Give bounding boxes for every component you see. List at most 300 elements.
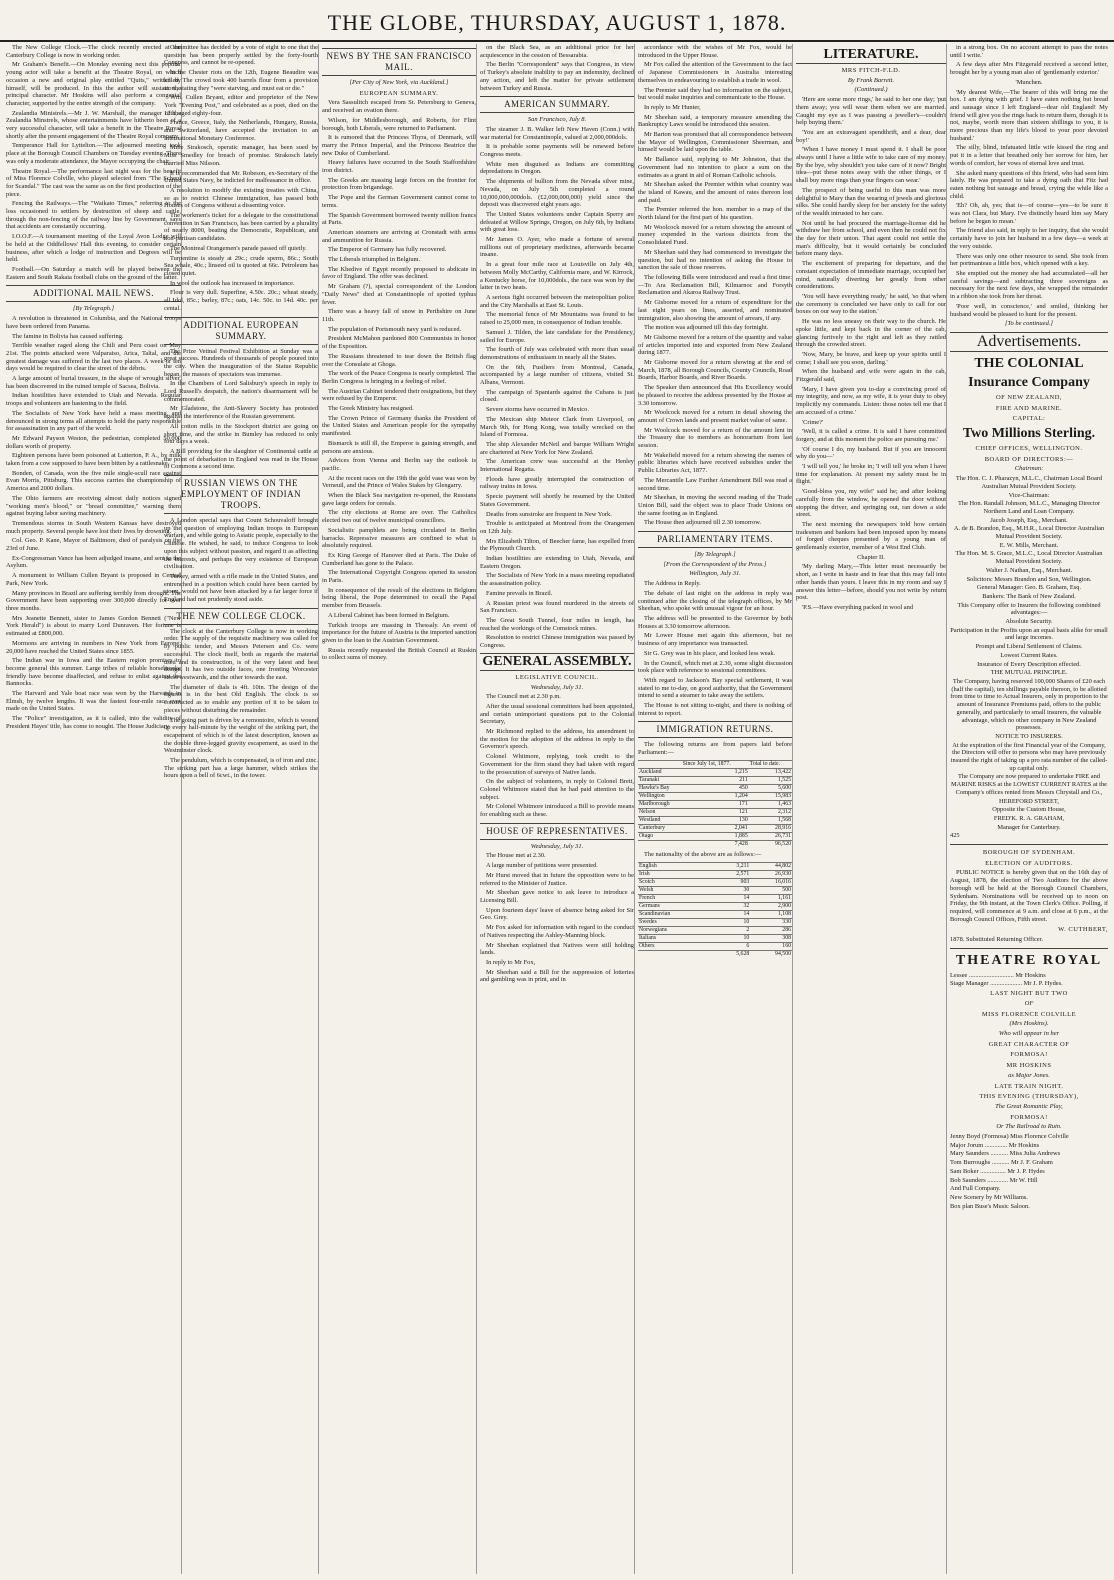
table-cell: 94,500 [750, 950, 792, 958]
text-line: Bankers: The Bank of New Zealand. [982, 592, 1076, 600]
paragraph: The Council met at 2.30 p.m. [486, 693, 561, 701]
paragraph: 'You are an extravagant spendthrift, and a dear, dear boy!' [796, 128, 946, 144]
paragraph: The pendulum, which is compensated, is of iron and zinc. The striking part has a large hammer, which strikes the hours upon a bell of 6cwt., in the tower. [164, 757, 318, 780]
table-cell [638, 950, 715, 958]
notice-date: 1878. Substituted Returning Officer. [950, 936, 1044, 944]
paragraph: Mr Woolcock moved for a return in detail showing the amount of Crown lands and present market value of same. [638, 409, 792, 424]
dateline: San Francisco, July 8. [527, 116, 587, 124]
table-cell: Italians [638, 934, 715, 942]
table-cell: Norwegians [638, 926, 715, 934]
text-line: Solicitors: Messrs Brandon and Son, Wellington. [966, 575, 1092, 583]
paragraph: The nationality of the above are as follows:— [644, 850, 762, 858]
theatre-line: FORMOSA! [1010, 1113, 1048, 1121]
theatre-line: THIS EVENING (THURSDAY), [979, 1093, 1079, 1101]
table-cell: 2,900 [750, 902, 792, 910]
paragraph: The address will be presented to the Governor by both Houses at 3.30 tomorrow afternoon. [638, 615, 792, 630]
paragraph: Mormons are arriving in numbers in New York from Europe; 20,000 have reached the United States since 1855. [6, 639, 181, 655]
table-header-row [638, 760, 792, 768]
paragraph: Football.—On Saturday a match will be played between the Eastern and South Rakaia football clubs on the ground of the latter. [6, 265, 181, 281]
table-cell: 2,312 [749, 808, 792, 816]
paragraph: Mr Sheehan said they had commenced to investigate the question, but had no intention of asking the House to sanction the sale of those reserves. [638, 248, 792, 272]
text-line: Lowest Current Rates. [1000, 651, 1058, 659]
ad-number: 425 [950, 832, 960, 840]
table-row [638, 862, 792, 870]
paragraph: The Premier referred the hon. member to a map of the North Island for the first part of his question. [638, 206, 792, 222]
table-cell: 903 [715, 878, 750, 886]
paragraph: The Austrian Cabinet tendered their resignations, but they were refused by the Emperor. [322, 387, 477, 403]
paragraph: Russia recently requested the British Council at Ruskin to collect sums of money. [322, 646, 476, 662]
table-cell: 30 [715, 886, 750, 894]
paragraph: 'My darling Mary,—This letter must necessarily be short, as I write in haste and in fear that this may fall into other hands than yours. I leave this in my room and say I answer this letter—before, should you not write by return post. [796, 563, 946, 602]
ad-line: THE COLONIAL [974, 355, 1084, 371]
paragraph: Mr Edward Payson Weston, the pedestrian, completed 50,000 dollars worth of property. [6, 434, 181, 450]
table-cell: 26,930 [750, 870, 792, 878]
table-row [638, 942, 792, 950]
table-cell: Westland [638, 816, 682, 824]
paragraph: Mr Lower House met again this afternoon, but no business of any importance was transacted. [638, 632, 792, 648]
paragraph: The city elections at Rome are over. The Catholics elected two out of twelve municipal councillors. [322, 509, 476, 525]
paragraph: Floods have greatly interrupted the construction of railway trains in Iowa. [480, 475, 634, 491]
masthead [0, 6, 1114, 42]
paragraph: The Spanish Government borrowed twenty million francs at Paris. [322, 211, 476, 227]
ad-line: Two Millions Sterling. [962, 426, 1096, 442]
paragraph: The Montreal Orangemen's parade passed off quietly. [170, 244, 307, 252]
paragraph: 'P.S.—Have everything packed in wool and [802, 604, 914, 611]
paragraph: Mr James O. Ayer, who made a fortune of several millions out of proprietary medicines, afterwards became insane. [480, 236, 634, 259]
col1-paragraphs-2 [6, 315, 181, 730]
paragraph: Turkish troops are massing in Thessaly. An event of importance for the future of Austria is the imported sanction given to the loan to the Austrian Government. [322, 621, 476, 644]
ad-line: BOARD OF DIRECTORS:— [984, 455, 1074, 463]
paragraph: On the subject of volunteers, in reply to Colonel Brett, Colonel Whitmore stated that he had paid attention to the subject. [480, 778, 634, 801]
column-6 [796, 44, 947, 1574]
table-row [638, 792, 792, 800]
paragraph: Upon fourteen days' leave of absence being asked for Sir Geo. Grey. [480, 906, 634, 922]
sub-heading: LEGISLATIVE COUNCIL. [515, 673, 599, 681]
paragraph: President McMahon pardoned 800 Communists in honor of the Exposition. [322, 335, 476, 351]
text-line: Bob Saunders ............. Mr W. Hill [950, 1176, 1038, 1184]
paragraph: 'Mary, I have given you to-day a convincing proof of my integrity, and now, as my wife, it is your duty to obey implicitly my commands. Listen: those notes tell me that I am accused of a crime.' [796, 385, 946, 416]
columns [6, 44, 1108, 1574]
table-cell: 450 [682, 784, 749, 792]
paragraph: Colonel Whitmore, replying, took credit to the Government for the firm stand they had taken with regard to the prosecution of surveys of Native lands. [480, 753, 634, 776]
text-line: Opposite the Custom House, [992, 806, 1066, 814]
paragraph: The excitement of preparing for departure, and the constant expectation of immediate marriage, occupied her mind, naturally diverting her greatly from other considerations. [796, 260, 946, 291]
table-row [638, 886, 792, 894]
ad-line: FIRE AND MARINE. [995, 404, 1063, 412]
paragraph: The following Bills were introduced and read a first time:—To Ara Reclamation Bill, Kilmarnoc and Forsyth Reclamation and Akaroa Railway Trust. [638, 273, 792, 297]
column-1 [6, 44, 182, 1574]
paragraph: The Premier said they had no information on the subject, but would make inquiries and communicate to the House. [638, 86, 792, 102]
cast-list [950, 1133, 1108, 1210]
paragraph: Tremendous storms in South Western Kansas have destroyed much property. Several people have lost their lives by drowning. [6, 519, 181, 535]
paragraph: Committee has decided by a vote of eight to one that the question has been properly settled by the forty-fourth Congress, and cannot be re-opened. [164, 44, 318, 67]
paragraph: Mr Wakefield moved for a return showing the names of public libraries which have received subsidies under the Public Libraries Act, 1877. [638, 451, 792, 475]
paragraph: The diameter of dials is 4ft. 10in. The design of the figures is in the best Old English. The clock is so constructed as to enable any portion of it to be taken to pieces without disturbing the remainder. [164, 683, 318, 714]
paragraph: Mr Hurst moved that in future the opposition were to be referred to the Minister of Justice. [480, 871, 634, 887]
paragraph: The memorial fence of Mr Mountains was found to be raised to 25,000 men, in consequence of Indian trouble. [480, 311, 634, 327]
paragraph: Mr Sheehan gave notice to ask leave to introduce a Licensing Bill. [480, 889, 634, 904]
paragraph: Theatre Royal.—The performance last night was for the benefit of Miss Florence Colville, who played selected from "The School for Scandal." The cast was the same as on the first production of the piece. [6, 167, 181, 198]
text-line: General Manager: Geo. B. Graham, Esq. [976, 584, 1082, 592]
section-heading: RUSSIAN VIEWS ON THE EMPLOYMENT OF INDIAN TROOPS. [164, 475, 318, 514]
table-cell: 13,422 [749, 768, 792, 776]
paragraph: When the husband and wife were again in the cab, Fitzgerald said, [796, 368, 946, 384]
paragraph: Heavy failures have occurred in the South Staffordshire iron district. [322, 159, 476, 175]
paragraph: The Mexican ship Meteor Clark from Liverpool, on March 9th, for Hong Kong, was totally wrecked on the Island of Formosa. [480, 415, 634, 439]
text-line: Major Jorum .............. Mr Hoskins [950, 1141, 1040, 1149]
text-line: Jenny Boyd (Formosa) Miss Florence Colville [950, 1133, 1069, 1141]
notice-heading: BOROUGH OF SYDENHAM. [982, 849, 1076, 857]
dateline: Wednesday, July 31. [530, 683, 584, 691]
paragraph: The Khedive of Egypt recently proposed to abdicate in favor of England. The offer was declined. [322, 265, 476, 281]
table-cell: 1,885 [682, 832, 749, 840]
paragraph: She asked many questions of this friend, who had seen him lately. He was prepared to take a dying oath that Fitz had eaten nothing but sausage and bread, crying the while like a child. [950, 169, 1108, 200]
paragraph: White men disguised as Indians are committing depredations in Oregon. [480, 160, 634, 176]
table-total-row [638, 950, 792, 958]
paragraph: 'I will tell you,' he broke in; 'I will tell you when I have time for explanation. At present my safety must be in flight.' [796, 463, 946, 486]
paragraph: The Berlin "Correspondent" says that Congress, in view of Turkey's absolute inability to pay an indemnity, declined any action, and left the matter for private settlement between Turkey and Russia. [480, 61, 634, 92]
ad-line: OF NEW ZEALAND, [995, 393, 1063, 401]
table-cell: 7,428 [682, 840, 749, 848]
ad-body [950, 475, 1108, 831]
byline: [By Telegraph.] [72, 305, 115, 313]
table-cell: 14 [715, 910, 750, 918]
paragraph: The Ohio farmers are receiving almost daily notices signed "working men's blood," or "bread committee," warning them against buying labor saving machinery. [6, 494, 181, 518]
general-assembly-heading: GENERAL ASSEMBLY. [480, 653, 634, 671]
paragraph: Ex King George of Hanover died at Paris. The Duke of Cumberland has gone to the Palace. [322, 551, 476, 567]
paragraph: The campaign of Spaniards against the Cubans is just closed. [480, 388, 634, 404]
paragraph: 'Here are some more rings,' he said to her one day; 'put them away; you will wear them when we are married. Caught my eye as I was passing a jeweller's—couldn't help buying them.' [796, 96, 946, 127]
text-line: Participation in the Profits upon an equal basis alike for small and large incomes. [950, 626, 1108, 642]
table-cell: 15,983 [749, 792, 792, 800]
byline: [By Telegraph.] [694, 551, 736, 559]
paragraph: Mr Richmond replied to the address, his amendment to the motion for the adoption of the address in reply to the Governor's speech. [480, 728, 634, 751]
paragraph: Not until he had procured the marriage-license did he withdraw her from school, and even then he could not fix the day for their union. That agent could not settle the man's difficulty, but it would certainly be concluded before many days. [796, 219, 946, 258]
table-cell: 10 [715, 934, 750, 942]
paragraph: Ex-Congressman Vance has been adjudged insane, and sent to the Asylum. [6, 554, 181, 570]
table-cell: Scotch [638, 878, 715, 886]
table-row [638, 768, 792, 776]
paragraph: In the Chambers of Lord Salisbury's speech in reply to Lord Russell's despatch, the nation's disarmament will be commemorated. [164, 380, 318, 403]
table-cell: 1,215 [682, 768, 749, 776]
ad-line: Chairman: [1014, 465, 1044, 473]
table-cell: Auckland [638, 768, 682, 776]
table-cell: 6 [715, 942, 750, 950]
table-header-cell: Total to date. [749, 760, 792, 768]
paragraph: 'Now, Mary, be brave, and keep up your spirits until I come; I shall see you soon, darling.' [796, 350, 946, 366]
column-4 [480, 44, 635, 1574]
paragraph: Bonden, of Canada, won the five mile single-scull race against Evan Morris, Pittsburg. This success carries the championship of America and 2000 dollars. [6, 469, 181, 493]
paragraph: A monument to William Cullen Bryant is proposed in Central Park, New York. [6, 572, 181, 587]
table-row [638, 910, 792, 918]
table-cell: Marlborough [638, 800, 682, 808]
table-header-cell [638, 760, 682, 768]
paragraph: The Harvard and Yale boat race was won by the Harvards in Elmsh, by twelve lengths. It was the fastest four-mile race ever made on the United States. [6, 690, 181, 713]
section-heading: AMERICAN SUMMARY. [480, 96, 634, 113]
table-header-cell: Since July 1st, 1877. [682, 760, 749, 768]
text-line: Walter J. Nathan, Esq., Merchant. [985, 566, 1073, 574]
text-line: Tom Burroughs ........... Mr J. F. Graham [950, 1159, 1053, 1167]
table-cell: Wellington [638, 792, 682, 800]
chapter-heading: Chapter II. [857, 553, 885, 561]
paragraph: Socialistic pamphlets are being circulated in Berlin barracks. Repressive measures are confined to what is absolutely required. [322, 526, 476, 550]
table-total-row [638, 840, 792, 848]
paragraph: Turpentine is steady at 29c.; crude sperm, 86c.; South Sea whale, 40c.; linseed oil is quoted at 66c. Petroleum has closed quiet. [164, 254, 318, 277]
paragraph: Bismarck is still ill, the Emperor is gaining strength, and persons are anxious. [322, 439, 476, 455]
table-cell: 10 [715, 918, 750, 926]
table-cell: 1,463 [749, 800, 792, 808]
paragraph: in a strong box. On no account attempt to pass the notes until I write.' [950, 44, 1108, 59]
table-cell: Otago [638, 832, 682, 840]
paragraph: Vera Sassulitch escaped from St. Petersburg to Geneva, and received an ovation there. [322, 99, 476, 115]
paragraph: 'Well, it is called a crime. It is said I have committed forgery, and at this moment the police are pursuing me.' [796, 428, 946, 443]
table-cell: 211 [682, 776, 749, 784]
paragraph: The famine in Bolivia has caused suffering. [12, 332, 124, 340]
paragraph: Mr Sheehan said a Bill for the suppression of lotteries and gambling was in print, and in [480, 968, 634, 984]
paragraph: Many provinces in Brazil are suffering terribly from drought. The Government have been supporting over 300,000 directly for over three months. [6, 589, 181, 612]
section-heading: HOUSE OF REPRESENTATIVES. [480, 823, 634, 840]
paragraph: The debate of last night on the address in reply was continued after the closing of the telegraph offices, by Mr Sheehan, who spoke with unusual vigour for an hour. [638, 589, 792, 613]
paragraph: Mr Ballance said, replying to Mr Johnston, that the Government had no intention to place a sum on the estimates as a grant in aid of Roman Catholic schools. [638, 156, 792, 179]
paragraph: The workmen's ticket for a delegate to the constitutional convention in San Francisco, has been carried by a plurality of nearly 8000, beating the Democratic, Republican, and non-partisan candidates. [164, 212, 318, 243]
text-line: New Scenery by Mr Williams. [950, 1193, 1028, 1201]
theatre-line: OF [1024, 999, 1034, 1007]
text-line: Mary Saunders ........... Miss Julia Andrews [950, 1150, 1061, 1158]
theatre-line: as Major Jones. [1008, 1071, 1050, 1079]
table-cell: 1,161 [750, 894, 792, 902]
paragraph: Temperance Hall for Lyttelton.—The adjourned meeting took place at the Borough Council Chambers on Tuesday evening. There was only a moderate attendance, the Mayor occupying the chair. [6, 142, 181, 165]
paragraph: It is rumored that the Princess Thyra, of Denmark, will marry the Prince Imperial, and the Princess Beatrice the new Duke of Cumberland. [322, 134, 476, 157]
paragraph: The House is not sitting to-night, and there is nothing of interest to report. [638, 702, 792, 717]
text-line: Insurance of Every Description effected. [977, 660, 1081, 668]
notice-signature: W. CUTHBERT, [1058, 926, 1108, 934]
paragraph: on the Black Sea, as an additional price for her acquiescence in the cession of Bessarabia. [480, 44, 634, 59]
table-cell: 1,108 [750, 910, 792, 918]
paragraph: Severe storms have occurred in Mexico. [486, 406, 589, 414]
paragraph: With regard to Jackson's Bay special settlement, it was stated to me to-day, on good authority, that the Government intend to send a steamer to take away the settlers. [638, 676, 792, 700]
theatre-line: FORMOSA! [1010, 1051, 1048, 1059]
section-heading: PARLIAMENTARY ITEMS. [638, 531, 792, 548]
paragraph: American steamers are arriving at Cronstadt with arms and ammunition for Russia. [322, 228, 476, 244]
theatre-line: Or The Railroad to Ruin. [996, 1123, 1062, 1131]
paragraph: 'You will have everything ready,' he said, 'so that when the ceremony is concluded we have only to call for our boxes on our way to the station.' [796, 292, 946, 316]
theatre-line: Stage Manager .................... Mr J. P. Hydes. [950, 979, 1063, 987]
paragraph: A few days after Mrs Fitzgerald received a second letter, brought her by a young man also of 'gentlemanly exterior.' [950, 61, 1108, 77]
table-cell: 96,520 [749, 840, 792, 848]
table-cell: 160 [750, 942, 792, 950]
text-line: Absolute Security. [1005, 618, 1053, 626]
table-cell: Irish [638, 870, 715, 878]
byline: By Frank Barrett. [847, 76, 895, 84]
text-line: The Company are now prepared to undertake FIRE and MARINE RISKS at the LOWEST CURRENT RATES at the Company's offices rented from Messrs Chrystall and Co., [951, 773, 1107, 796]
paragraph: Sir G. Grey was in his place, and looked less weak. [644, 649, 776, 657]
paragraph: The ship Alexander McNeil and barque William Wright are chartered at New York for New Zealand. [480, 440, 634, 456]
theatre-line: MISS FLORENCE COLVILLE [981, 1010, 1077, 1018]
table-cell: French [638, 894, 715, 902]
paragraph: A Liberal Cabinet has been formed in Belgium. [328, 611, 450, 619]
paragraph: There was only one other resource to send. She took from her portmanteau a little box, which opened with a key. [950, 252, 1108, 268]
paragraph: The Great South Tunnel, four miles in length, has reached the workings of the Comstock mines. [480, 617, 634, 632]
table-cell: 5,628 [715, 950, 750, 958]
paragraph: Mr Gisborne moved for a return of expenditure for the last eight years on lines, asserted, and nominated immigration, also showing the amount of arrears, if any. [638, 299, 792, 322]
paragraph: In a great four mile race at Louisville on July 4th, between Molly McCarthy, California mare, and W. Kirrock, a Kentucky horse, for 10,000dols., the race was won by the latter in two heats. [480, 261, 634, 292]
table-cell: 32 [715, 902, 750, 910]
paragraph: The Crown Prince of Germany thanks the President of the United States and American people for the sympathy manifested. [322, 414, 476, 438]
theatre-line: The Great Romantic Play, [995, 1102, 1063, 1110]
table-cell: 14 [715, 894, 750, 902]
text-line: E. W. Mills, Merchant. [999, 541, 1059, 549]
paragraph: The prospect of being useful to this man was more delightful to Mary than the wearing of jewels and glorious silks. She could hardly sleep for her anxiety for the safety of the wealth intrusted to her care. [796, 186, 946, 217]
paragraph: Mr Sheehan, in moving the second reading of the Trade Union Bill, said the object was to place Trade Unions on the same footing as in England. [638, 494, 792, 517]
table-cell: 330 [750, 918, 792, 926]
table-cell: Nelson [638, 808, 682, 816]
paragraph: The steamer J. B. Walker left New Haven (Conn.) with war material for Constantinople, valued at 2,000,000dols. [480, 125, 634, 141]
table-row [638, 800, 792, 808]
paragraph: Zealandia Ministrels.—Mr J. W. Marshall, the manager of the Zealandia Minstrels, whose entertainments have hitherto been of a very successful character, will take a benefit in the Theatre Royal shortly after the present engagement of the Theatre Royal company. [6, 109, 181, 140]
table-cell: Scandinavian [638, 910, 715, 918]
theatre-line: MR HOSKINS [1006, 1062, 1052, 1070]
paragraph: It is recommended that Mr. Robeson, ex-Secretary of the United States Navy, be indicted for malfeasance in office. [164, 169, 318, 185]
column-3 [322, 44, 477, 1574]
paragraph: Mrs Jeanette Bennett, sister to James Gordon Bennett ("New York Herald") is about to marry Lord Dunraven. Her fortune is estimated at £800,000. [6, 614, 181, 638]
column-2 [164, 44, 319, 1574]
text-line: Prompt and Liberal Settlement of Claims. [975, 643, 1083, 651]
paragraph: The Prize Vetinal Festival Exhibition at Sunday was a great success. Hundreds of thousands of people poured into the city. When the inauguration of the Statue Republic began, the masses of spectators was immense. [164, 347, 318, 378]
paragraph: Turkey, armed with a rifle made in the United States, and entrenched in a position which could have been carried by storm, would not have been attacked by a far larger force if England had not prudently stood aside. [164, 572, 318, 604]
paragraph: Mr Graham (?), special correspondent of the London "Daily News" died at Constantinople of spotted typhus fever. [322, 283, 476, 306]
paragraph: Fencing the Railways.—The "Waikato Times," referring to the loss occasioned to settlers by destruction of sheep and cattle, through the non-fencing of the railway line by Government, says that accidents are constantly occurring. [6, 200, 181, 231]
text-line: The Company, having reserved 100,000 Shares of £20 each (half the capital), ten shillings payable thereon, to be allotted from time to time to Actual Insurers, only in proportion to the amount of Insurance Premiums paid, offers to the public generally, and particularly to small insurers, the valuable advantage, which no other company in New Zealand possesses. [950, 678, 1108, 732]
paragraph: A resolution to modify the existing treaties with China, so as to restrict Chinese immigration, has passed both Houses of Congress without a dissenting voice. [164, 186, 318, 210]
paragraph: Mr Gladstone, the Anti-Slavery Society has protested against the interference of the Russian government. [164, 405, 318, 421]
paragraph: A London special says that Count Schouvaloff brought up the question of employing Indian troops in European warfare, and while going to Asiatic people, especially to the Chinese. He wished, he said, to induce Congress to look upon this subject without passion, and regard it as affecting the interests, and perhaps the very existence of European civilisation. [164, 517, 318, 571]
paragraph: In the Chester riots on the 12th, Eugene Beaudire was killed. The crowd took 400 barrels flour from a provision store, stating they "were starving, and must eat or die." [164, 69, 318, 92]
paragraph: The Address in Reply. [644, 580, 701, 588]
notice-heading: ELECTION OF AUDITORS. [985, 859, 1073, 867]
paragraph: A large amount of burial treasure, in the shape of wrought silver, has been discovered in the ruined temple of Sacsea, Bolivia. [6, 375, 181, 390]
table-cell: 28,916 [749, 824, 792, 832]
paragraph: Specie payment will shortly be resumed by the United States Government. [480, 493, 634, 508]
text-line: The Hon. C. J. Pharazyn, M.L.C., Chairman Local Board Australian Mutual Provident Society. [955, 475, 1103, 490]
story-title: MRS FITCH-F.LD. [841, 67, 901, 74]
table-cell: Hawke's Bay [638, 784, 682, 792]
paragraph: In consequence of the result of the elections in Belgium being liberal, the Pope determined to recall the Papal member from Brussels. [322, 586, 476, 610]
paragraph: Col. Geo. P. Kane, Mayor of Baltimore, died of paralysis on the 23rd of June. [6, 537, 181, 553]
section-heading: ADDITIONAL MAIL NEWS. [6, 285, 181, 302]
paragraph: In reply to Mr Hunter, [644, 103, 701, 111]
paragraph: 'Eh? Oh, ah, yes; that is—of course—yes—to be sure it was not Clara, but Mary. I've distinctly heard him say Mary before he began to moan.' [950, 202, 1108, 225]
table-cell: 1,568 [749, 816, 792, 824]
table-cell: 44,802 [750, 862, 792, 870]
dateline: Wednesday, July 31. [530, 842, 584, 850]
paragraph: 'Good-bless you, my wife!' said he; and after looking carefully from the window, he opened the door without stopping the driver, and springing out, ran down a side street. [796, 488, 946, 519]
text-line: HEREFORD STREET, [999, 797, 1059, 805]
paragraph: Famine prevails in Brazil. [486, 589, 553, 597]
text-line: Sam Boker ................ Mr J. P. Hydes [950, 1167, 1045, 1175]
paragraph: The Liberals triumphed in Belgium. [328, 256, 421, 264]
col1-paragraphs [6, 44, 181, 281]
paragraph: 'Crime?' [802, 418, 824, 426]
ad-line: CAPITAL: [1012, 415, 1046, 423]
paragraph: The Socialists of New York in a mass meeting repudiated the assassination policy. [480, 572, 634, 588]
table-cell: 308 [750, 934, 792, 942]
table-cell: Germans [638, 902, 715, 910]
table-cell: 500 [750, 886, 792, 894]
table-cell [638, 840, 682, 848]
paragraph: Mme Strakosch, operatic manager, has been sued by Miss Smedley for breach of promise. Strakosch lately married Miss Nilsson. [164, 144, 318, 167]
column-7 [950, 44, 1108, 1574]
paragraph: 'Poor well, in conscience,' and smiled, thinking her husband would be pleased to hunt for the present. [950, 302, 1108, 318]
immigration-table [638, 760, 792, 848]
divider [950, 948, 1108, 949]
paragraph: The going part is driven by a remontoire, which is wound up every half-minute by the weight of the striking part, the escapement of which is of the latest description, known as the double three-legged gravity escapement, as used in the Westminster clock. [164, 716, 318, 755]
text-line: At the expiration of the first Financial year of the Company, the Directors will offer to persons who may have previously insured the right of taking up a pro rata number of the called-up capital only. [950, 741, 1108, 772]
advertisements-heading: Advertisements. [950, 332, 1108, 352]
paragraph: Deaths from sunstroke are frequent in New York. [486, 510, 612, 518]
paragraph: Mr Gisborne moved for a return showing at the end of March, 1878, all Borough Councils, County Councils, Road Boards, Harbor Boards, and River Boards. [638, 359, 792, 382]
table-body [638, 768, 792, 840]
paragraph: Resolution to restrict Chinese immigration was passed by Congress. [480, 634, 634, 650]
text-line: Jacob Joseph, Esq., Merchant. [990, 516, 1068, 524]
paragraph: Mr Colonel Whitmore introduced a Bill to provide means for enabling such as these. [480, 803, 634, 819]
text-line: The Hon. M. S. Grace, M.L.C., Local Director Australian Mutual Provident Society. [955, 550, 1103, 566]
paragraph: Samuel J. Tilden, the late candidate for the Presidency, sailed for Europe. [480, 328, 634, 344]
paragraph: A serious fight occurred between the metropolitan police and the City Marshalls at East St. Louis. [480, 293, 634, 309]
table-row [638, 776, 792, 784]
paragraph: Eighteen persons have been poisoned at Lutterton, P. A., by milk taken from a cow supposed to have been bitten by a rattlesnake. [6, 452, 181, 468]
table-cell: 286 [750, 926, 792, 934]
paragraph: The "Police" investigation, as it is called, into the validity of President Hayes' title, has come to nought. The House Judiciary [6, 715, 181, 730]
paragraph: The clock at the Canterbury College is now in working order. The supply of the requisite machinery was called for by public tender, and Messrs Petersen and Co. were successful. The clock itself, both as regards the material used and its construction, is of the very latest and best design. It has two outside faces, one fronting Worcester street westwards, and the other towards the east. [164, 627, 318, 681]
table-cell: 171 [682, 800, 749, 808]
text-line: This Company offer to Insurers the following combined advantages:— [957, 601, 1101, 617]
paragraph: When the Black Sea navigation re-opened, the Russians gave large orders for cereals. [322, 492, 476, 507]
theatre-line: Who will appear in her [998, 1030, 1060, 1038]
text-line: FRED'K. R. A. GRAHAM, [993, 814, 1065, 822]
table-row [638, 934, 792, 942]
table-cell: Welsh [638, 886, 715, 894]
dateline: Wellington, July 31. [689, 570, 741, 578]
table-row [638, 870, 792, 878]
paragraph: Terrible weather raged along the Chili and Peru coast on May 21st. The points attacked were Valparaiso, Arica, Taltal, and the greatest damage was suffered in the last two places. A week or ten days would be required to clear the street of the débris. [6, 342, 181, 373]
ad-line: Insurance Company [968, 374, 1090, 390]
paragraph: Mr Sheehan explained that Natives were still holding lands. [480, 941, 634, 957]
to-be-continued: [To be continued.] [1005, 320, 1053, 328]
paragraph: The Russians threatened to tear down the British flag over the Consulate at Ghoga. [322, 352, 476, 368]
table-row [638, 816, 792, 824]
paragraph: The work of the Peace Congress is nearly completed. The Berlin Congress is bringing in a feeling of relief. [322, 370, 476, 385]
paragraph: 'When I have money I must spend it. I shall be poor always until I have a little wife to take care of my money. By the bye, why shouldn't you take care of it now? Bright idea—put these notes away with the other things, or I shall buy more rings than your fingers can wear.' [796, 146, 946, 185]
paragraph: The House met at 2.30. [486, 852, 546, 860]
paragraph: Wilson, for Middlesborough, and Roberts, for Flint borough, both Liberals, were returned to Parliament. [322, 116, 476, 132]
paragraph: Indian hostilities are extending to Utah, Nevada, and Eastern Oregon. [480, 555, 634, 570]
paragraph: The House then adjourned till 2.30 tomorrow. [644, 519, 762, 527]
text-line: Box plan Buse's Music Saloon. [950, 1202, 1030, 1210]
paragraph: Mr Sheehan asked the Premier within what country was the island of Kawau, and the amount of rates thereon lost and paid. [638, 181, 792, 204]
paragraph: France, Greece, Italy, the Netherlands, Hungary, Russia, and Switzerland, have accepted the invitation to an International Monetary Conference. [164, 119, 318, 142]
table-cell: English [638, 862, 715, 870]
table-cell: 16,016 [750, 878, 792, 886]
paragraph: 'Of course I do, my husband. But if you are innocent why do you—' [796, 445, 946, 461]
paragraph: It is probable some payments will be renewed before Congress meets. [480, 143, 634, 159]
divider [950, 844, 1108, 845]
paragraph: 'Munchen. [1015, 78, 1043, 86]
paragraph: Indian hostilities have extended to Utah and Nevada. Regular troops and volunteers are hastening to the field. [6, 392, 181, 408]
table-cell: 1,525 [749, 776, 792, 784]
table-cell: 26,731 [749, 832, 792, 840]
text-line: THE MUTUAL PRINCIPLE. [990, 669, 1068, 677]
paragraph: The American crew was successful at the Henley International Regatta. [480, 458, 634, 474]
